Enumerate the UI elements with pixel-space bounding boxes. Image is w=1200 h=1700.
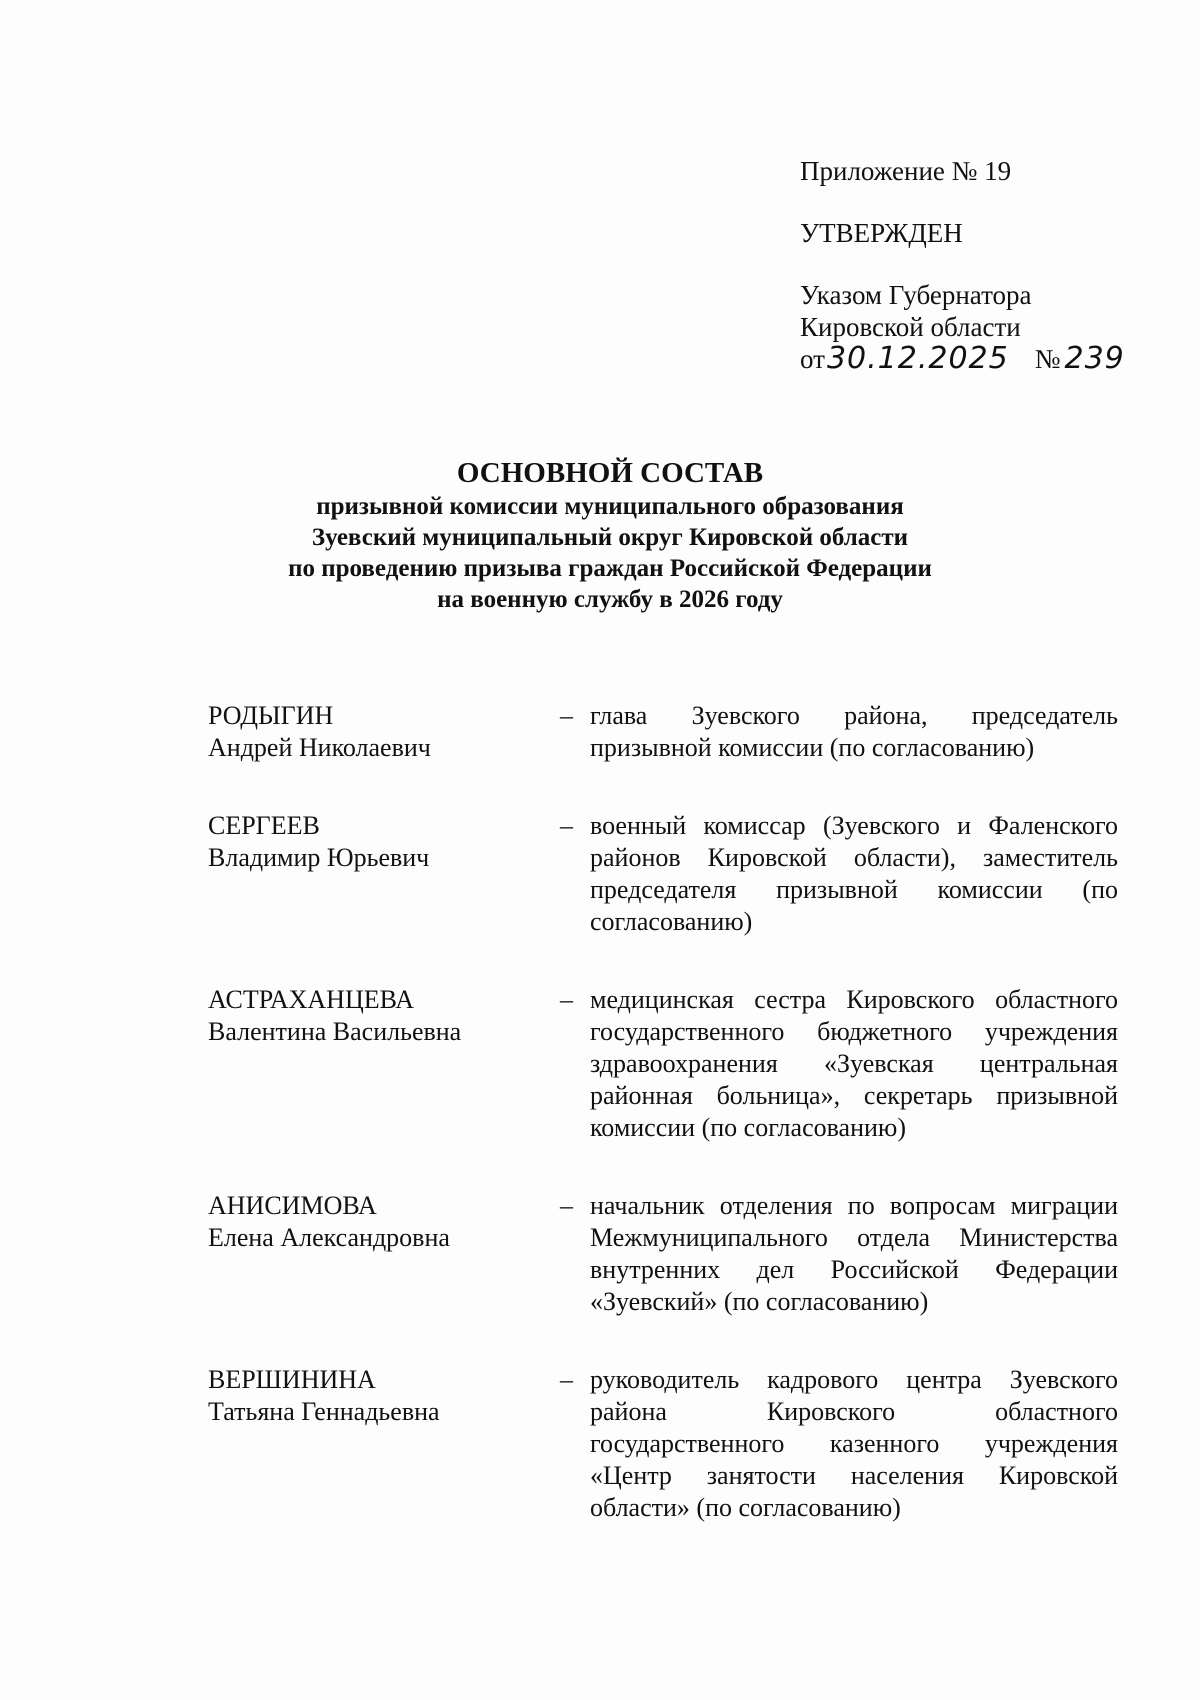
date-prefix: от [800, 344, 825, 374]
member-surname: РОДЫГИН [208, 701, 334, 730]
member-row [208, 1364, 1118, 1524]
decree-line-1: Указом Губернатора [800, 280, 1032, 310]
member-role: военный комиссар (Зуевского и Фаленского районов Кировской области), заместитель председателя призывной комиссии (по согласованию) [590, 811, 1118, 936]
member-row [208, 1190, 1118, 1318]
member-row [208, 700, 1118, 764]
member-row [208, 810, 1118, 938]
title-line: по проведению призыва граждан Российской Федерации [288, 555, 932, 582]
member-name [208, 810, 560, 938]
member-role: руководитель кадрового центра Зуевского района Кировского областного государственного казенного учреждения «Центр занятости населения Кировской области» (по согласованию) [590, 1365, 1118, 1522]
number-prefix: № [1034, 344, 1061, 374]
member-dash: – [560, 985, 573, 1014]
member-name [208, 1364, 560, 1524]
member-role: глава Зуевского района, председатель призывной комиссии (по согласованию) [590, 701, 1118, 762]
title-line: призывной комиссии муниципального образования [316, 493, 904, 520]
member-surname: АСТРАХАНЦЕВА [208, 985, 415, 1014]
approval-stamp-block [800, 155, 1125, 375]
member-name [208, 1190, 560, 1318]
title-line: Зуевский муниципальный округ Кировской области [311, 524, 909, 551]
member-given-name: Андрей Николаевич [208, 733, 431, 762]
member-row [208, 984, 1118, 1144]
member-given-name: Валентина Васильевна [208, 1017, 462, 1046]
member-dash: – [560, 1365, 573, 1394]
member-role: медицинская сестра Кировского областного государственного бюджетного учреждения здравоохранения «Зуевская центральная районная больница», секретарь призывной комиссии (по согласованию) [590, 985, 1118, 1142]
decree-date-number [800, 343, 1125, 375]
document-title [250, 455, 970, 615]
member-given-name: Владимир Юрьевич [208, 843, 430, 872]
member-dash: – [560, 701, 573, 730]
handwritten-number: 239 [1064, 341, 1125, 376]
member-surname: СЕРГЕЕВ [208, 811, 320, 840]
member-surname: АНИСИМОВА [208, 1191, 377, 1220]
title-line: на военную службу в 2026 году [437, 586, 783, 613]
member-role: начальник отделения по вопросам миграции Межмуниципального отдела Министерства внутренних дел Российской Федерации «Зуевский» (по согласованию) [590, 1191, 1118, 1316]
appendix-number: Приложение № 19 [800, 156, 1012, 186]
title-main: ОСНОВНОЙ СОСТАВ [456, 457, 764, 489]
commission-members-list [208, 700, 1118, 1570]
approved-label: УТВЕРЖДЕН [800, 218, 963, 248]
member-given-name: Татьяна Геннадьевна [208, 1397, 440, 1426]
decree-line-2: Кировской области [800, 312, 1021, 342]
member-dash: – [560, 1191, 573, 1220]
member-name [208, 700, 560, 764]
member-surname: ВЕРШИНИНА [208, 1365, 376, 1394]
member-given-name: Елена Александровна [208, 1223, 450, 1252]
member-dash: – [560, 811, 573, 840]
member-name [208, 984, 560, 1144]
handwritten-date: 30.12.2025 [826, 341, 1009, 376]
